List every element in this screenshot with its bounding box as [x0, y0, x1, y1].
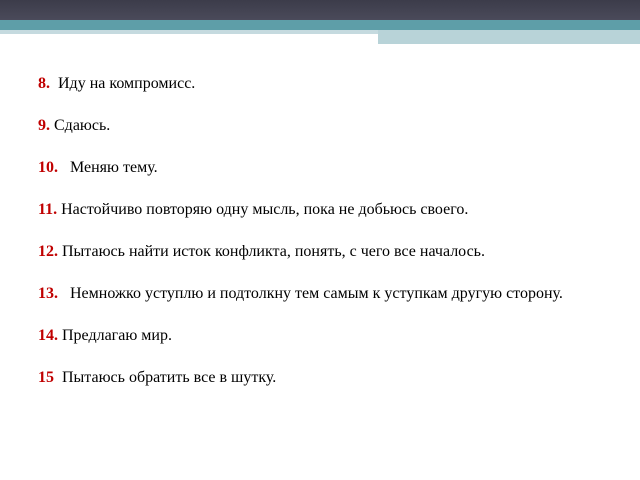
header-dark-bar: [0, 0, 640, 20]
header-light-strip: [0, 30, 378, 34]
list-item: [38, 200, 598, 220]
list-item: [30, 284, 598, 304]
item-text: Предлагаю мир.: [58, 327, 172, 344]
item-text: Иду на компромисс.: [50, 75, 196, 92]
header-teal-bar: [0, 20, 640, 30]
item-text: Немножко уступлю и подтолкну тем самым к уступкам другую сторону.: [58, 285, 563, 302]
list-item: [38, 242, 598, 262]
item-number: 9.: [38, 117, 50, 134]
item-text: Пытаюсь найти исток конфликта, понять, с чего все началось.: [58, 243, 485, 260]
list-item: [38, 74, 598, 94]
list-item: [38, 158, 598, 178]
item-text: Меняю тему.: [58, 159, 158, 176]
answer-list: [38, 74, 598, 410]
list-item: [38, 368, 598, 388]
item-text: Сдаюсь.: [50, 117, 111, 134]
item-number: 8.: [38, 75, 50, 92]
item-number: 11.: [38, 201, 58, 218]
item-number: 15: [38, 369, 54, 386]
item-number: 14.: [38, 327, 58, 344]
list-item: [38, 326, 598, 346]
header-light-tab: [378, 30, 640, 44]
item-number: 12.: [38, 243, 58, 260]
list-item: [38, 116, 598, 136]
item-text: Пытаюсь обратить все в шутку.: [54, 369, 277, 386]
item-text: Настойчиво повторяю одну мысль, пока не добьюсь своего.: [57, 201, 469, 218]
item-number: 10.: [38, 159, 58, 176]
item-number: 13.: [38, 285, 58, 302]
